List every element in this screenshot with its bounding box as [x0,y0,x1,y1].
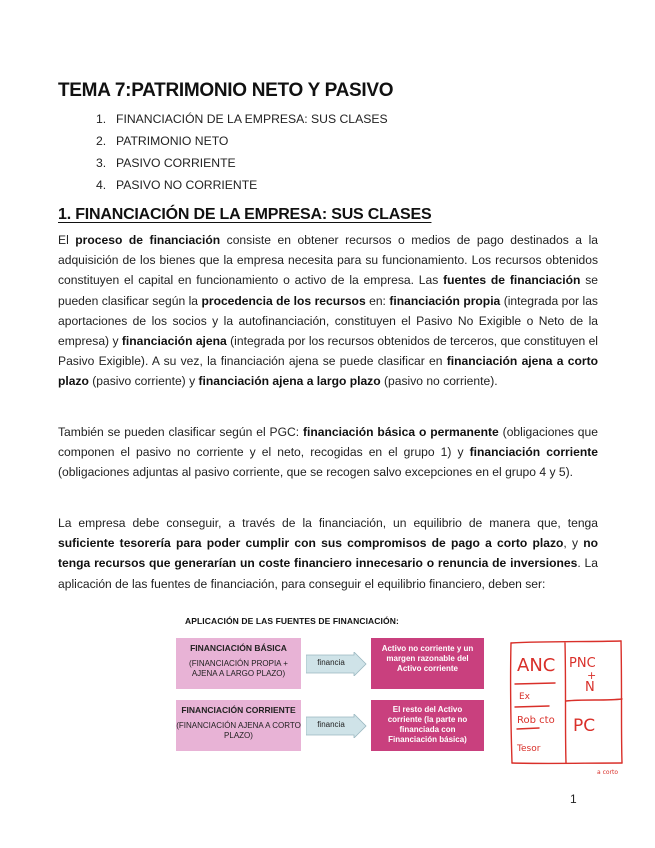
sketch-note: a corto [597,769,619,775]
sketch-tesor: Tesor [517,744,541,754]
sketch-n: N [585,680,595,695]
page-number: 1 [570,792,577,806]
table-of-contents [96,108,388,196]
section-heading: 1. FINANCIACIÓN DE LA EMPRESA: SUS CLASES [58,206,432,223]
toc-item: 2. PATRIMONIO NETO [96,134,229,148]
sketch-ex: Ex [519,692,531,702]
target-box-2: El resto del Activo corriente (la parte no financiada con Financiación básica) [371,700,484,751]
current-financing-box: FINANCIACIÓN CORRIENTE (FINANCIACIÓN AJENA A CORTO PLAZO) [176,700,301,751]
sketch-line [515,683,555,684]
handwritten-balance-sketch [505,635,635,775]
sketch-anc: ANC [517,655,556,676]
sketch-line [621,641,622,763]
sketch-rob: Rob cto [517,715,555,726]
sketch-line [517,728,539,729]
sketch-line [511,643,512,763]
toc-item: 3. PASIVO CORRIENTE [96,156,236,170]
page-title: TEMA 7:PATRIMONIO NETO Y PASIVO [58,80,394,101]
sketch-line [511,641,621,643]
paragraph-pgc-classification: También se pueden clasificar según el PGC: financiación básica o permanente (obligaciones que componen el pasivo no corriente y el neto, recogidas en el grupo 1) y financiación corriente (obligaciones adjuntas al pasivo corriente, que se recogen salvo excepciones en el grupo 4 y 5). [58,425,598,480]
basic-financing-box: FINANCIACIÓN BÁSICA (FINANCIACIÓN PROPIA + AJENA A LARGO PLAZO) [176,638,301,689]
sketch-plus: + [587,669,597,682]
sketch-pnc: PNC [569,656,596,671]
sketch-line [565,643,566,763]
toc-item: 1. FINANCIACIÓN DE LA EMPRESA: SUS CLASES [96,112,388,126]
target-box-1: Activo no corriente y un margen razonable del Activo corriente [371,638,484,689]
toc-item: 4. PASIVO NO CORRIENTE [96,178,258,192]
financia-label-1: financia [317,658,345,667]
diagram-title: APLICACIÓN DE LAS FUENTES DE FINANCIACIÓN: [185,616,399,626]
sketch-pc: PC [573,716,596,736]
sketch-line [566,699,622,701]
paragraph-financing-process: El proceso de financiación consiste en obtener recursos o medios de pago destinados a la adquisición de los bienes que la empresa necesita para su funcionamiento. Los recursos obtenidos constituyen el capital en funcionamiento o activo de la empresa. Las fuentes de financiación se pueden clasificar según la procedencia de los recursos en: financiación propia (integrada por las aportaciones de los socios y la autofinanciación, constituyen el Pasivo No Exigible o Neto de la empresa) y financiación ajena (integrada por los recursos obtenidos de terceros, que constituyen el Pasivo Exigible). A su vez, la financiación ajena se puede clasificar en financiación ajena a corto plazo (pasivo corriente) y financiación ajena a largo plazo (pasivo no corriente). [58,233,599,389]
sketch-line [515,706,549,707]
paragraph-financial-balance: La empresa debe conseguir, a través de la financiación, un equilibrio de manera que, tenga suficiente tesorería para poder cumplir con sus compromisos de pago a corto plazo, y no tenga recursos que generarían un coste financiero innecesario o renuncia de inversiones. La aplicación de las fuentes de financiación, para conseguir el equilibrio financiero, deben ser: [58,516,598,591]
financia-label-2: financia [317,720,345,729]
